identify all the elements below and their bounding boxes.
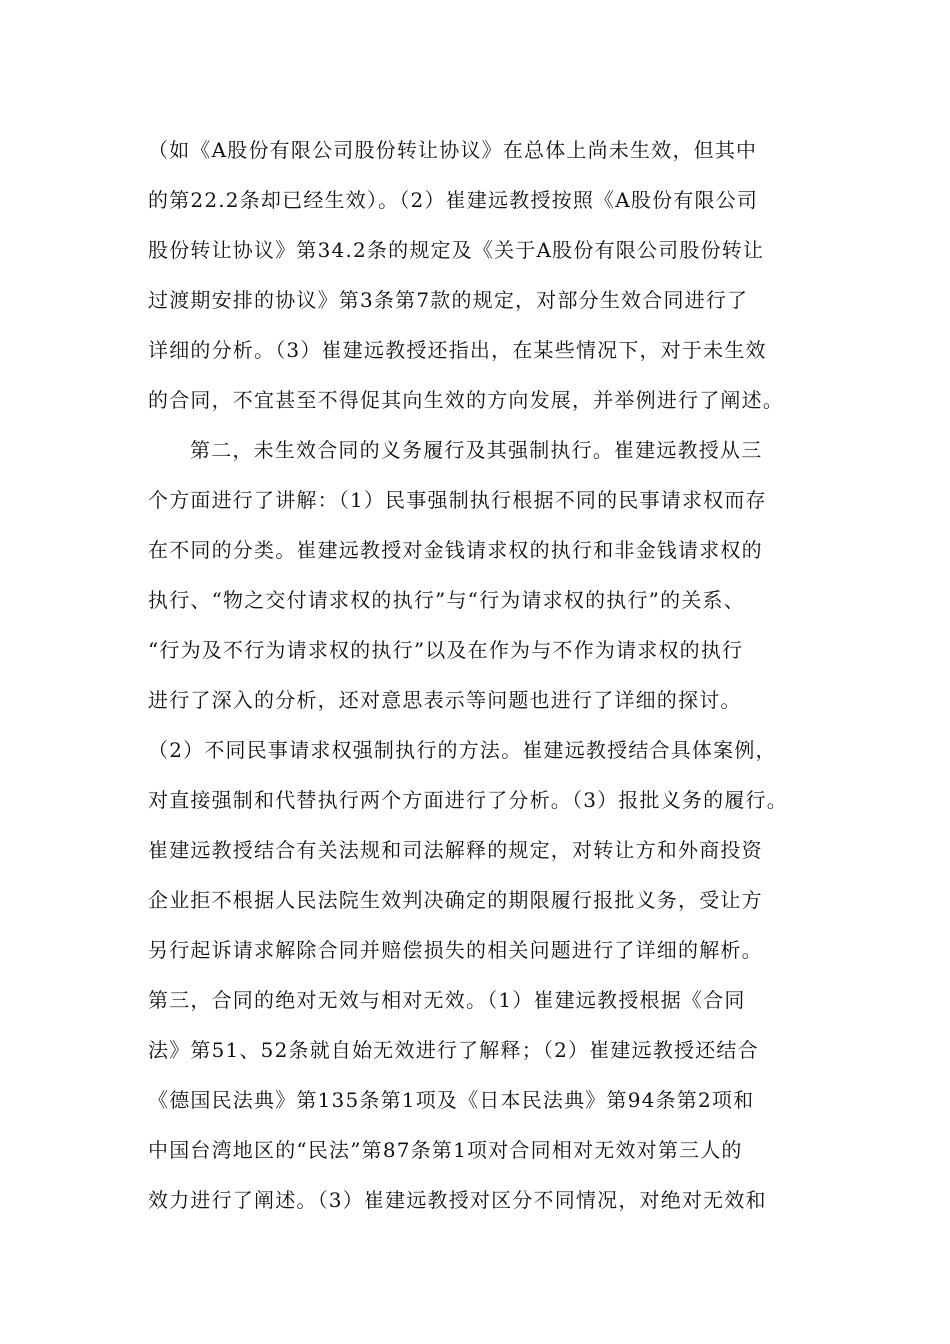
text-line: 第三，合同的绝对无效与相对无效。（1）崔建远教授根据《合同	[148, 988, 746, 1012]
text-line: 执行、“物之交付请求权的执行”与“行为请求权的执行”的关系、	[148, 588, 745, 612]
text-line: 法》第51、52条就自始无效进行了解释；（2）崔建远教授还结合	[148, 1038, 759, 1062]
text-line: 第二，未生效合同的义务履行及其强制执行。崔建远教授从三	[190, 438, 763, 462]
text-line: （2）不同民事请求权强制执行的方法。崔建远教授结合具体案例，	[148, 738, 777, 762]
text-line: 对直接强制和代替执行两个方面进行了分析。（3）报批义务的履行。	[148, 788, 788, 812]
text-line: 的第22.2条却已经生效）。（2）崔建远教授按照《A股份有限公司	[148, 188, 759, 212]
text-line: “行为及不行为请求权的执行”以及在作为与不作为请求权的执行	[148, 638, 744, 662]
text-line: 中国台湾地区的“民法”第87条第1项对合同相对无效对第三人的	[148, 1138, 743, 1162]
text-line: 效力进行了阐述。（3）崔建远教授对区分不同情况，对绝对无效和	[148, 1188, 767, 1212]
text-line: 过渡期安排的协议》第3条第7款的规定，对部分生效合同进行了	[148, 288, 749, 312]
text-line: 进行了深入的分析，还对意思表示等问题也进行了详细的探讨。	[148, 688, 742, 712]
text-line: 的合同，不宜甚至不得促其向生效的方向发展，并举例进行了阐述。	[148, 388, 784, 412]
text-line: 详细的分析。（3）崔建远教授还指出，在某些情况下，对于未生效	[148, 338, 767, 362]
text-line: 在不同的分类。崔建远教授对金钱请求权的执行和非金钱请求权的	[148, 538, 763, 562]
text-line: 股份转让协议》第34.2条的规定及《关于A股份有限公司股份转让	[148, 238, 765, 262]
text-line: 个方面进行了讲解：（1）民事强制执行根据不同的民事请求权而存	[148, 488, 767, 512]
text-line: （如《A股份有限公司股份转让协议》在总体上尚未生效，但其中	[148, 138, 758, 162]
text-line: 另行起诉请求解除合同并赔偿损失的相关问题进行了详细的解析。	[148, 938, 763, 962]
text-line: 《德国民法典》第135条第1项及《日本民法典》第94条第2项和	[148, 1088, 755, 1112]
text-line: 崔建远教授结合有关法规和司法解释的规定，对转让方和外商投资	[148, 838, 763, 862]
text-line: 企业拒不根据人民法院生效判决确定的期限履行报批义务，受让方	[148, 888, 763, 912]
